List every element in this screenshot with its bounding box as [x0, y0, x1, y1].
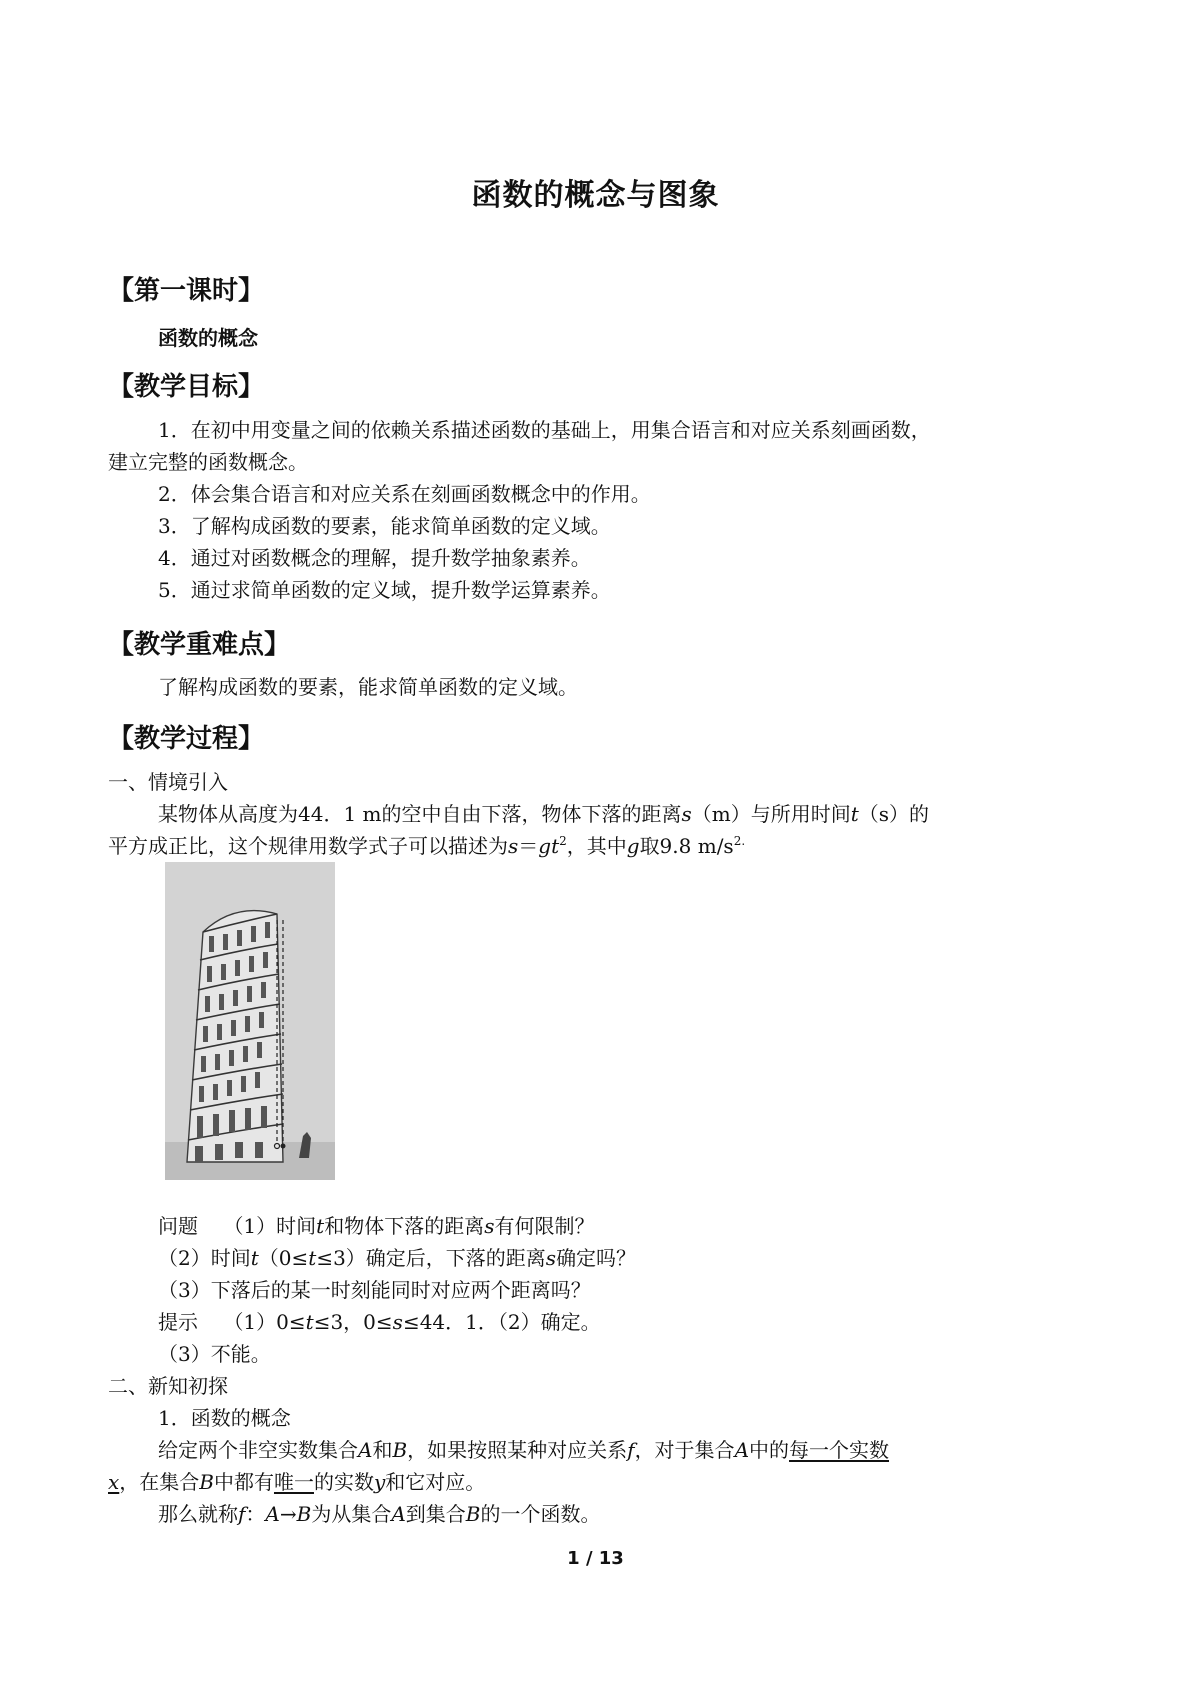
definition-line-1: 给定两个非空实数集合A和B，如果按照某种对应关系f，对于集合A中的每一个实数: [158, 1438, 890, 1462]
objective-line-5: 5．通过求简单函数的定义域，提升数学运算素养。: [158, 578, 611, 602]
tower-svg: [165, 862, 335, 1180]
page-number: [0, 1548, 1191, 1569]
scenario-line-1: 某物体从高度为44．1 m的空中自由下落，物体下落的距离s（m）与所用时间t（s）的: [158, 802, 930, 826]
objectives-heading: 【教学目标】: [108, 372, 265, 402]
key-points-text: 了解构成函数的要素，能求简单函数的定义域。: [158, 675, 578, 699]
objective-line-2: 2．体会集合语言和对应关系在刻画函数概念中的作用。: [158, 482, 651, 506]
question-2: （2）时间t（0≤t≤3）确定后，下落的距离s确定吗？: [158, 1246, 637, 1270]
definition-line-3: 那么就称f：A→B为从集合A到集合B的一个函数。: [158, 1502, 601, 1526]
question-3: （3）下落后的某一时刻能同时对应两个距离吗？: [158, 1278, 591, 1302]
page-current: 1: [567, 1548, 580, 1569]
objective-line-4: 4．通过对函数概念的理解，提升数学抽象素养。: [158, 546, 591, 570]
page-separator: /: [579, 1548, 599, 1569]
leaning-tower-illustration: [165, 862, 335, 1180]
page-total: 13: [598, 1548, 624, 1569]
subsection-function-concept: 1．函数的概念: [158, 1406, 291, 1430]
question-1: 问题 （1）时间t和物体下落的距离s有何限制？: [158, 1214, 595, 1238]
objective-line-1-cont: 建立完整的函数概念。: [108, 450, 308, 474]
process-heading: 【教学过程】: [108, 724, 265, 754]
hint-2: （3）不能。: [158, 1342, 271, 1366]
lesson-topic: 函数的概念: [158, 326, 258, 350]
scenario-line-2: 平方成正比，这个规律用数学式子可以描述为$s=gt^2$，其中g取9.8 $m/s^{2.}$: [108, 834, 746, 858]
key-points-heading: 【教学重难点】: [108, 630, 291, 660]
part2-heading: 二、新知初探: [108, 1374, 228, 1398]
objective-line-1: 1．在初中用变量之间的依赖关系描述函数的基础上，用集合语言和对应关系刻画函数，: [158, 418, 931, 442]
hint-1: 提示 （1）0≤t≤3，0≤s≤44．1．（2）确定。: [158, 1310, 601, 1334]
lesson-heading: 【第一课时】: [108, 276, 265, 306]
objective-line-3: 3．了解构成函数的要素，能求简单函数的定义域。: [158, 514, 611, 538]
page-title: 函数的概念与图象: [471, 178, 720, 213]
definition-line-2: x，在集合B中都有唯一的实数y和它对应。: [108, 1470, 486, 1494]
part1-heading: 一、情境引入: [108, 770, 228, 794]
